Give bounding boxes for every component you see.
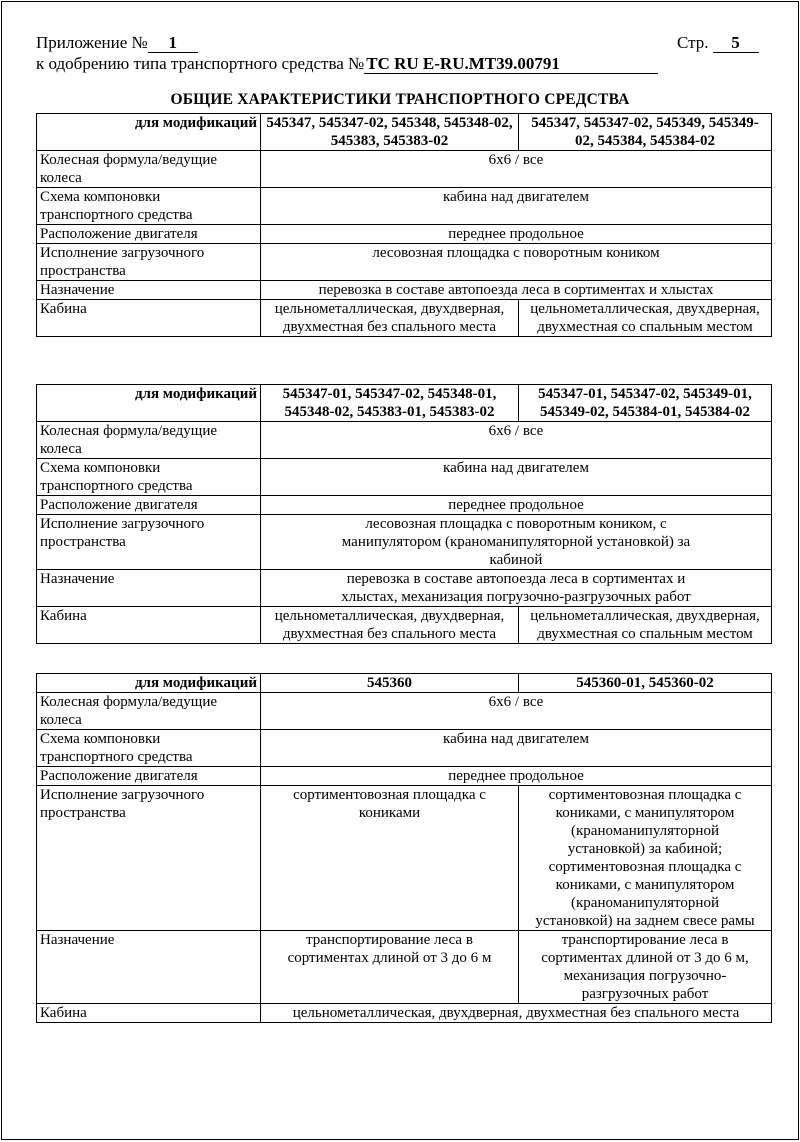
table-row <box>37 225 772 244</box>
table-row <box>37 931 772 1004</box>
row-label: Расположение двигателя <box>37 767 261 786</box>
table-row <box>37 570 772 607</box>
spec-table-3 <box>36 673 772 1023</box>
row-value: переднее продольное <box>261 496 772 515</box>
row-value: переднее продольное <box>261 225 772 244</box>
row-label: Исполнение загрузочного пространства <box>37 244 261 281</box>
table-row <box>37 496 772 515</box>
appendix-number: 1 <box>148 34 198 53</box>
document-page <box>1 1 799 1140</box>
table-row <box>37 674 772 693</box>
row-label: Колесная формула/ведущие колеса <box>37 151 261 188</box>
row-label: Исполнение загрузочного пространства <box>37 515 261 570</box>
row-value: кабина над двигателем <box>261 730 772 767</box>
page-number-line <box>677 33 759 53</box>
table-row <box>37 515 772 570</box>
table-row <box>37 767 772 786</box>
row-value: кабина над двигателем <box>261 188 772 225</box>
row-value-col1: цельнометаллическая, двухдверная, двухместная без спального места <box>261 300 519 337</box>
mod-label: для модификаций <box>37 674 261 693</box>
row-value-col1: транспортирование леса в сортиментах длиной от 3 до 6 м <box>261 931 519 1004</box>
row-label: Назначение <box>37 931 261 1004</box>
row-value: кабина над двигателем <box>261 459 772 496</box>
row-value-col2: цельнометаллическая, двухдверная, двухместная со спальным местом <box>519 607 772 644</box>
table-row <box>37 730 772 767</box>
row-label: Кабина <box>37 300 261 337</box>
spec-table-2 <box>36 384 772 644</box>
table-row <box>37 1004 772 1023</box>
page-title: ОБЩИЕ ХАРАКТЕРИСТИКИ ТРАНСПОРТНОГО СРЕДСТВА <box>170 91 630 108</box>
spec-table-1 <box>36 113 772 337</box>
row-value-col2: цельнометаллическая, двухдверная, двухместная со спальным местом <box>519 300 772 337</box>
table-row <box>37 244 772 281</box>
table-row <box>37 422 772 459</box>
row-value: перевозка в составе автопоезда леса в сортиментах и хлыстах, механизация погрузочно-разгрузочных работ <box>261 570 772 607</box>
row-label: Колесная формула/ведущие колеса <box>37 693 261 730</box>
row-value: цельнометаллическая, двухдверная, двухместная без спального места <box>261 1004 772 1023</box>
row-label: Схема компоновки транспортного средства <box>37 188 261 225</box>
table-row <box>37 459 772 496</box>
row-value-col2: сортиментовозная площадка с кониками, с манипулятором (краноманипуляторной установкой) за кабиной; сортиментовозная площадка с кониками, с манипулятором (краноманипуляторной установкой) на заднем свесе рамы <box>519 786 772 931</box>
row-value: переднее продольное <box>261 767 772 786</box>
row-label: Кабина <box>37 1004 261 1023</box>
mod-col2: 545347, 545347-02, 545349, 545349-02, 545384, 545384-02 <box>519 114 772 151</box>
row-value: лесовозная площадка с поворотным коником <box>261 244 772 281</box>
mod-label: для модификаций <box>37 114 261 151</box>
row-value: 6х6 / все <box>261 422 772 459</box>
row-label: Схема компоновки транспортного средства <box>37 459 261 496</box>
row-value: лесовозная площадка с поворотным коником, с манипулятором (краноманипуляторной установкой) за кабиной <box>261 515 772 570</box>
row-label: Назначение <box>37 570 261 607</box>
mod-col1: 545360 <box>261 674 519 693</box>
approval-number: TC RU E-RU.MT39.00791 <box>364 55 658 74</box>
appendix-line <box>36 33 198 53</box>
page-number: 5 <box>713 34 759 53</box>
row-value-col2: транспортирование леса в сортиментах длиной от 3 до 6 м, механизация погрузочно-разгрузочных работ <box>519 931 772 1004</box>
row-label: Исполнение загрузочного пространства <box>37 786 261 931</box>
table-row <box>37 114 772 151</box>
appendix-label: Приложение № <box>36 33 148 52</box>
row-label: Кабина <box>37 607 261 644</box>
table-row <box>37 385 772 422</box>
mod-label: для модификаций <box>37 385 261 422</box>
table-row <box>37 281 772 300</box>
row-value-col1: сортиментовозная площадка с кониками <box>261 786 519 931</box>
table-row <box>37 300 772 337</box>
table-row <box>37 188 772 225</box>
row-label: Назначение <box>37 281 261 300</box>
row-value: 6х6 / все <box>261 693 772 730</box>
mod-col2: 545360-01, 545360-02 <box>519 674 772 693</box>
table-row <box>37 786 772 931</box>
table-row <box>37 693 772 730</box>
table-row <box>37 607 772 644</box>
row-label: Расположение двигателя <box>37 496 261 515</box>
approval-label: к одобрению типа транспортного средства № <box>36 54 365 73</box>
page-label: Стр. <box>677 33 709 52</box>
row-value-col1: цельнометаллическая, двухдверная, двухместная без спального места <box>261 607 519 644</box>
mod-col2: 545347-01, 545347-02, 545349-01, 545349-02, 545384-01, 545384-02 <box>519 385 772 422</box>
row-label: Расположение двигателя <box>37 225 261 244</box>
row-label: Схема компоновки транспортного средства <box>37 730 261 767</box>
mod-col1: 545347, 545347-02, 545348, 545348-02, 545383, 545383-02 <box>261 114 519 151</box>
approval-line <box>36 54 658 74</box>
row-value: 6х6 / все <box>261 151 772 188</box>
row-label: Колесная формула/ведущие колеса <box>37 422 261 459</box>
row-value: перевозка в составе автопоезда леса в сортиментах и хлыстах <box>261 281 772 300</box>
table-row <box>37 151 772 188</box>
mod-col1: 545347-01, 545347-02, 545348-01, 545348-02, 545383-01, 545383-02 <box>261 385 519 422</box>
